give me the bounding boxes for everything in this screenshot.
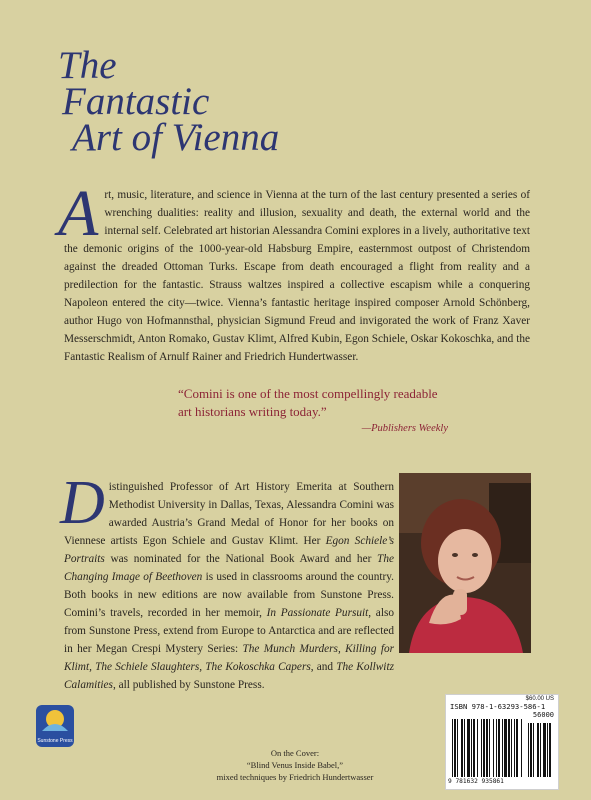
barcode-isbn: ISBN 978-1-63293-586-1 bbox=[450, 702, 546, 711]
intro-paragraph bbox=[58, 177, 530, 366]
cover-credit-artist: mixed techniques by Friedrich Hundertwasser bbox=[216, 772, 374, 782]
quote-attribution: —Publishers Weekly bbox=[361, 423, 448, 434]
title-line-2: Fantastic bbox=[62, 80, 210, 123]
bio-text-6: , all published by Sunstone Press. bbox=[112, 679, 265, 691]
bio-title-3: In Passionate Pursuit bbox=[266, 607, 369, 619]
bio-text-5: , and bbox=[310, 661, 337, 673]
bio-title-4: The Munch Murders, Killing for Klimt, The Schiele Slaughters, The Kokoschka Capers bbox=[64, 643, 394, 673]
cover-credit-heading: On the Cover: bbox=[270, 748, 320, 758]
logo-label: Sunstone Press bbox=[37, 738, 73, 744]
intro-dropcap: A bbox=[58, 177, 99, 250]
bio-text-1: istinguished Professor of Art History Emerita at Southern Methodist University in Dallas, Texas, Alessandra Comini was awarded Austria’s Grand Medal of Honor for her books on Viennese artists Egon Schiele and Gustav Klimt. Her bbox=[64, 481, 394, 547]
sunstone-press-logo bbox=[36, 705, 74, 747]
bio-title-5: The Kollwitz Calamities bbox=[64, 661, 394, 691]
bio-title-1: Egon Schiele’s Portraits bbox=[64, 535, 394, 565]
bio-title-2: The Changing Image of Beethoven bbox=[64, 553, 394, 583]
cover-credit bbox=[200, 747, 390, 783]
bio-text-2: was nominated for the National Book Award and her bbox=[104, 553, 378, 565]
title-line-1: The bbox=[58, 44, 117, 87]
isbn-barcode bbox=[445, 694, 559, 790]
barcode-addon: 56000 bbox=[532, 711, 554, 719]
bio-dropcap: D bbox=[60, 469, 105, 537]
quote-text: “Comini is one of the most compellingly readable art historians writing today.” bbox=[178, 386, 438, 419]
author-bio bbox=[60, 469, 394, 694]
barcode-price: $60.00 US bbox=[525, 696, 554, 702]
book-title bbox=[58, 44, 280, 159]
bio-text-3: is used in classrooms around the country. Both books in new editions are now available from Sunstone Press. Comini’s travels, recorded in her memoir, bbox=[64, 571, 394, 619]
barcode-digits: 9 781632 935861 bbox=[448, 778, 504, 785]
intro-text: rt, music, literature, and science in Vienna at the turn of the last century presented a series of wrenching dualities: reality and illusion, sexuality and death, the external world and the internal self. Celebrated art historian Alessandra Comini explores in a lively, authoritative text the demonic origins of the 1000-year-old Habsburg Empire, easternmost outpost of Christendom against the dreaded Ottoman Turks. Escape from death encouraged a flight from reality and a predilection for the fantastic. Strauss waltzes inspired a collective escapism while a conquering Napoleon entered the city—twice. Vienna’s fantastic heritage inspired composer Arnold Schönberg, author Hugo von Hofmannsthal, physician Sigmund Freud and invigorated the work of Franz Xaver Messerschmidt, Anton Romako, Gustav Klimt, Alfred Kubin, Egon Schiele, Oskar Kokoschka, and the Fantastic Realism of Arnulf Rainer and Friedrich Hundertwasser. bbox=[64, 189, 530, 363]
cover-credit-artwork: “Blind Venus Inside Babel,” bbox=[246, 760, 344, 770]
review-quote bbox=[178, 385, 448, 437]
barcode-bars-icon bbox=[452, 719, 552, 777]
author-photo bbox=[399, 473, 531, 653]
author-photo-illustration bbox=[399, 473, 531, 653]
title-line-3: Art of Vienna bbox=[72, 116, 280, 159]
sunstone-sun-icon bbox=[36, 705, 74, 735]
bio-text-4: , also from Sunstone Press, extend from Europe to Antarctica and are reflected in her Megan Crespi Mystery Series: bbox=[64, 607, 394, 655]
